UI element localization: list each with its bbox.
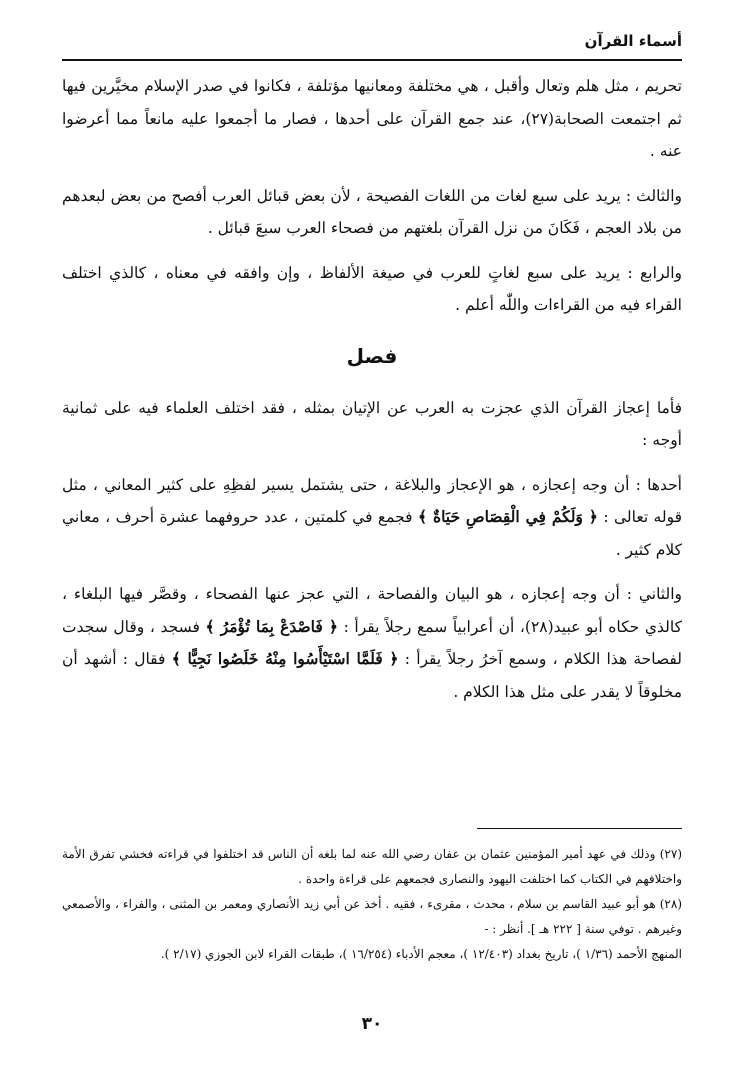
footnote-rule xyxy=(477,828,682,829)
paragraph-second-aspect xyxy=(62,578,682,708)
running-header: أسماء القرآن xyxy=(584,32,682,50)
quran-verse: ﴿ فَلَمَّا اسْتَيْأَسُوا مِنْهُ خَلَصُوا نَجِيًّا ﴾ xyxy=(171,649,399,668)
footnote-28-references: المنهج الأحمد (١/٣٦ )، تاريخ بغداد (١٢/٤٠٣ )، معجم الأدباء (١٦/٢٥٤ )، طبقات القراء لابن الجوزي (٢/١٧ ). xyxy=(160,947,682,961)
page-number: ٣٠ xyxy=(361,1014,383,1034)
footnote-28: (٢٨) هو أبو عبيد القاسم بن سلام ، محدث ، مقرىء ، فقيه . أخذ عن أبي زيد الأنصاري ومعمر بن المثنى ، والفراء ، والأصمعي وغيرهم . توفي سنة [ ٢٢٢ هـ ]. أنظر : - xyxy=(62,897,682,936)
header-rule xyxy=(62,59,682,61)
main-text xyxy=(62,70,682,720)
second-aspect-text-cont: فسجد ، وقال سجدت لفصاحة هذا الكلام ، وسمع آخرُ رجلاً يقرأ : xyxy=(62,617,682,668)
second-aspect-text-end: فقال : أشهد أن مخلوقاً لا يقدر على مثل هذا الكلام . xyxy=(62,650,682,701)
paragraph-inimitability-intro: فأما إعجاز القرآن الذي عجزت به العرب عن الإتيان بمثله ، فقد اختلف العلماء فيه على ثمانية أوجه : xyxy=(62,398,682,449)
paragraph-first-aspect xyxy=(62,469,682,567)
paragraph-continuation: تحريم ، مثل هلم وتعال وأقبل ، هي مختلفة ومعانيها مؤتلفة ، فكانوا في صدر الإسلام مخيَّرين فيها ثم اجتمعت الصحابة(٢٧)، عند جمع القرآن على أحدها ، فصار ما أجمعوا عليه مانعاً مما أعرضوا عنه . xyxy=(62,77,682,160)
book-page xyxy=(62,26,682,1046)
first-aspect-text: أحدها : أن وجه إعجازه ، هو الإعجاز والبلاغة ، حتى يشتمل يسير لفظِهِ على كثير المعاني ، مثل قوله تعالى : xyxy=(62,475,683,526)
paragraph-third-meaning: والثالث : يريد على سبع لغات من اللغات الفصيحة ، لأن بعض قبائل العرب أفصح من بعض لبعدهم من بلاد العجم ، فَكَانَ من نزل القرآن بلغتهم من فصحاء العرب سبعَ قبائل . xyxy=(62,186,682,237)
quran-verse: ﴿ فَاصْدَعْ بِمَا تُؤْمَرُ ﴾ xyxy=(205,616,338,636)
footnotes xyxy=(62,842,682,967)
quran-verse: ﴿ وَلَكُمْ فِي الْقِصَاصِ حَيَاةٌ ﴾ xyxy=(417,507,598,526)
first-aspect-text-cont: فجمع في كلمتين ، عدد حروفهما عشرة أحرف ، معاني كلام كثير . xyxy=(62,508,682,559)
second-aspect-text: والثاني : أن وجه إعجازه ، هو البيان والفصاحة ، التي عجز عنها الفصحاء ، وقصَّر فيها البلغاء ، كالذي حكاه أبو عبيد(٢٨)، أن أعرابياً سمع رجلاً يقرأ : xyxy=(62,585,682,636)
footnote-27: (٢٧) وذلك في عهد أمير المؤمنين عثمان بن عفان رضي الله عنه لما بلغه أن الناس قد اختلفوا في قراءته فخشي تفرق الأمة واختلافهم في الكتاب كما اختلفت اليهود والنصارى فجمعهم على قراءة واحدة . xyxy=(62,847,682,886)
paragraph-fourth-meaning: والرابع : يريد على سبع لغاتٍ للعرب في صيغة الألفاظ ، وإن وافقه في معناه ، كالذي اختلف القراء فيه من القراءات واللّٰه أعلم . xyxy=(62,263,682,314)
section-heading: فصل xyxy=(346,343,398,368)
